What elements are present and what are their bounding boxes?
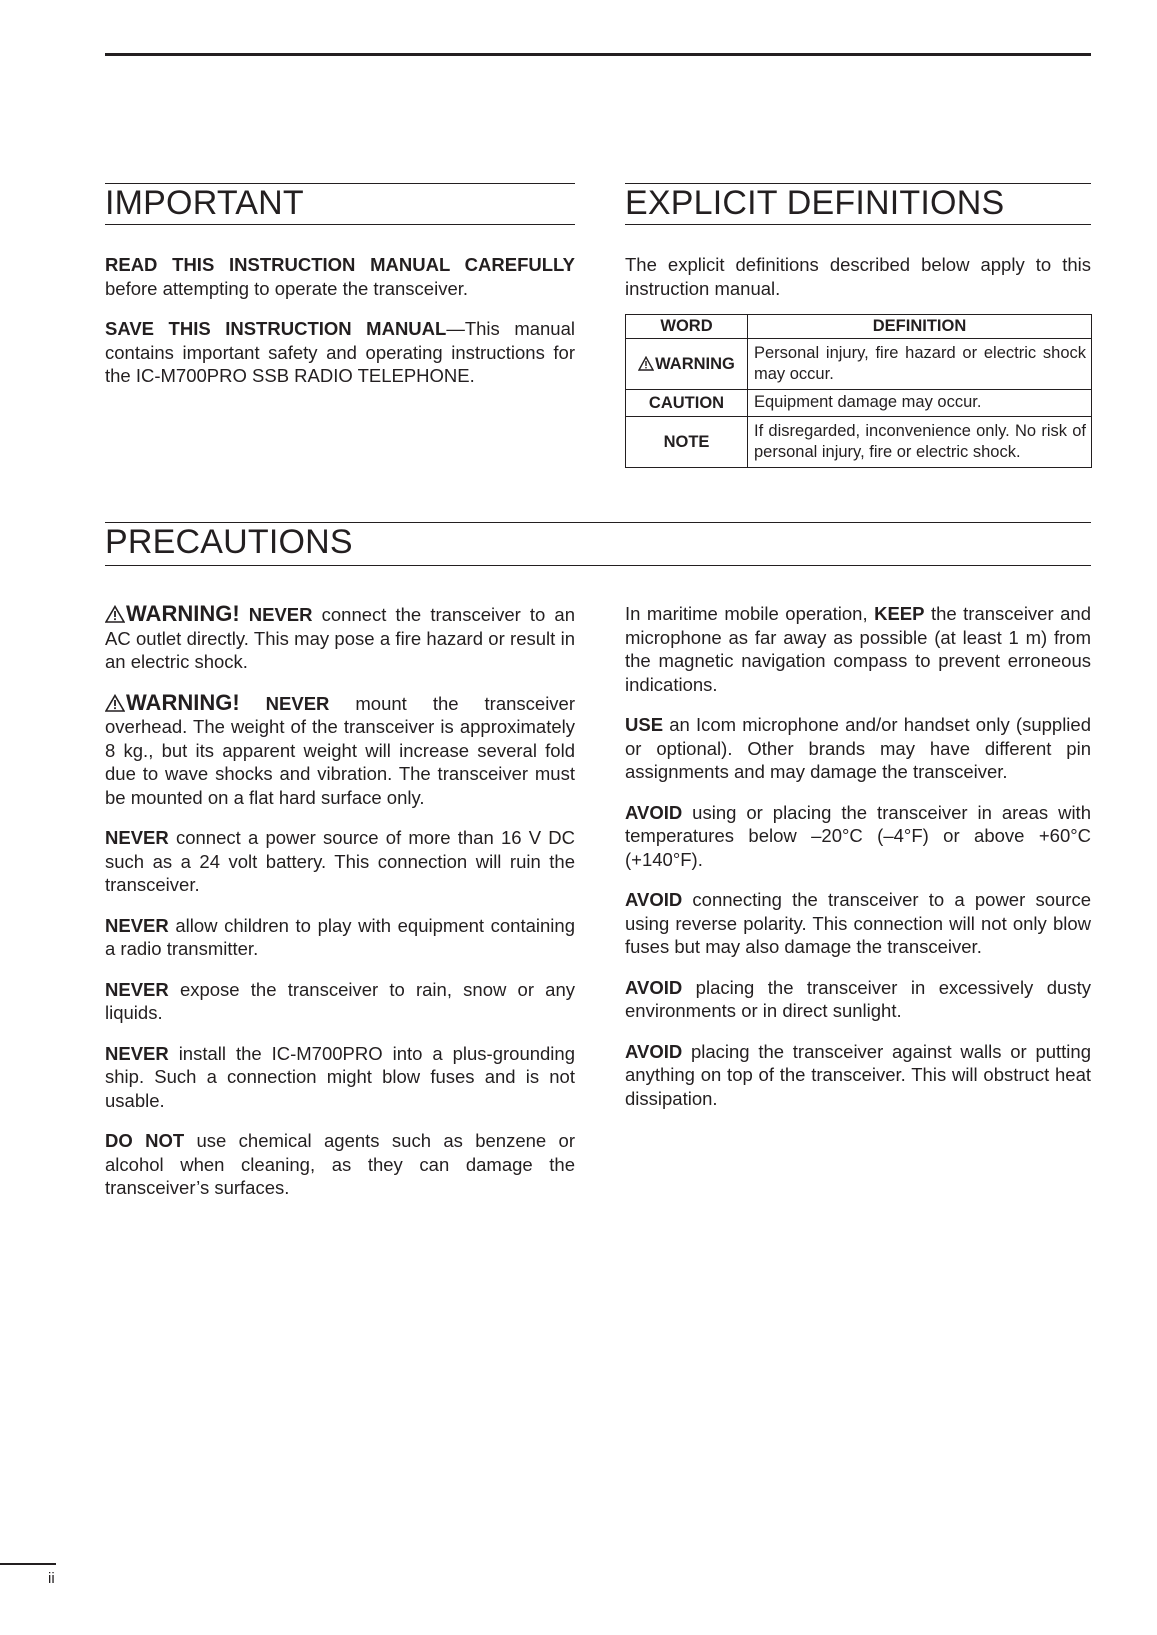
important-p1-text: before attempting to operate the transceiver.: [105, 277, 469, 299]
precaution-text: connect a power source of more than 16 V DC such as a 24 volt battery. This connection will ruin the transceiver.: [105, 827, 575, 895]
precaution-keyword: NEVER: [105, 1042, 169, 1064]
precaution-keyword: AVOID: [625, 976, 683, 998]
precaution-text: using or placing the transceiver in areas with temperatures below –20°C (–4°F) or above +60°C (+140°F).: [625, 801, 1091, 870]
definitions-table: [625, 314, 1092, 468]
definition-caution: Equipment damage may occur.: [748, 390, 1092, 417]
precaution-text: placing the transceiver against walls or putting anything on top of the transceiver. This will obstruct heat dissipation.: [625, 1040, 1091, 1109]
precaution-text: use chemical agents such as benzene or alcohol when cleaning, as they can damage the transceiver’s surfaces.: [105, 1130, 575, 1198]
word-warning: WARNING: [655, 354, 735, 373]
warning-triangle-icon: [638, 356, 654, 371]
precaution-item: [105, 1129, 575, 1200]
precaution-text: install the IC-M700PRO into a plus-grounding ship. Such a connection might blow fuses and is not usable.: [105, 1042, 575, 1111]
table-header-row: [626, 315, 1092, 339]
precaution-item: [105, 1042, 575, 1113]
warning-triangle-icon: [105, 694, 125, 712]
precaution-keyword: DO NOT: [105, 1130, 185, 1151]
precaution-keyword: NEVER: [105, 978, 169, 1000]
precaution-item: [105, 914, 575, 961]
precaution-item: [105, 826, 575, 897]
precaution-item: [105, 691, 575, 810]
precaution-pre-text: In maritime mobile operation,: [625, 603, 875, 624]
important-paragraph-2: [105, 317, 575, 388]
precaution-keyword: AVOID: [625, 1040, 683, 1062]
important-section: [105, 253, 575, 405]
precaution-keyword: KEEP: [874, 603, 925, 624]
precaution-item: [105, 602, 575, 674]
precaution-keyword: NEVER: [265, 692, 330, 714]
precaution-item: [625, 602, 1091, 696]
important-p1-bold: READ THIS INSTRUCTION MANUAL CAREFULLY: [105, 254, 575, 275]
definition-warning: Personal injury, fire hazard or electric shock may occur.: [748, 339, 1092, 390]
precaution-text: connecting the transceiver to a power source using reverse polarity. This connection will not only blow fuses but may also damage the transceiver.: [625, 889, 1091, 957]
precaution-item: [625, 888, 1091, 959]
table-row: [626, 339, 1092, 390]
table-row: [626, 390, 1092, 417]
precautions-left-column: [105, 602, 575, 1217]
definitions-intro: [625, 253, 1091, 317]
table-header-word: WORD: [626, 315, 748, 339]
important-paragraph-1: [105, 253, 575, 300]
precaution-text: mount the transceiver overhead. The weight of the transceiver is approximately 8 kg., but its apparent weight will increase several fold due to wave shocks and vibration. The transceiver must be mounted on a flat hard surface only.: [105, 692, 576, 808]
precaution-keyword: AVOID: [625, 801, 683, 823]
precaution-keyword: NEVER: [248, 604, 313, 625]
precautions-right-column: [625, 602, 1091, 1127]
precaution-item: [625, 976, 1091, 1023]
precaution-text: connect the transceiver to an AC outlet directly. This may pose a fire hazard or result in an electric shock.: [105, 604, 576, 672]
page-number: ii: [48, 1570, 55, 1587]
precautions-heading: PRECAUTIONS: [105, 522, 1091, 566]
word-note: NOTE: [626, 417, 748, 468]
table-word-cell: [626, 339, 748, 390]
definition-note: If disregarded, inconvenience only. No risk of personal injury, fire or electric shock.: [748, 417, 1092, 468]
precaution-item: [625, 801, 1091, 872]
precaution-keyword: NEVER: [105, 914, 169, 936]
word-caution: CAUTION: [626, 390, 748, 417]
precaution-item: [625, 1040, 1091, 1111]
definitions-intro-text: The explicit definitions described below apply to this instruction manual.: [625, 254, 1091, 299]
table-header-definition: DEFINITION: [748, 315, 1092, 339]
precaution-item: [105, 978, 575, 1025]
precaution-text: the transceiver and microphone as far away as possible (at least 1 m) from the magnetic navigation compass to prevent erroneous indications.: [625, 603, 1091, 695]
top-rule: [105, 53, 1091, 56]
precaution-text: placing the transceiver in excessively dusty environments or in direct sunlight.: [625, 976, 1091, 1021]
important-p2-text: —This manual contains important safety and operating instructions for the IC-M700PRO SSB RADIO TELEPHONE.: [105, 318, 575, 386]
table-row: [626, 417, 1092, 468]
warning-label: WARNING!: [126, 601, 240, 626]
definitions-heading: EXPLICIT DEFINITIONS: [625, 183, 1091, 225]
precaution-text: allow children to play with equipment containing a radio transmitter.: [105, 914, 575, 959]
precaution-keyword: USE: [625, 714, 664, 735]
warning-triangle-icon: [105, 605, 125, 623]
warning-label: WARNING!: [126, 689, 240, 715]
precaution-text: expose the transceiver to rain, snow or any liquids.: [105, 978, 575, 1023]
important-heading: IMPORTANT: [105, 183, 575, 225]
precaution-keyword: AVOID: [625, 889, 683, 910]
precaution-item: [625, 713, 1091, 784]
precaution-keyword: NEVER: [105, 827, 169, 848]
precaution-text: an Icom microphone and/or handset only (supplied or optional). Other brands may have different pin assignments and may damage the transceiver.: [625, 714, 1091, 782]
important-p2-bold: SAVE THIS INSTRUCTION MANUAL: [105, 318, 447, 339]
footer-rule: [0, 1563, 56, 1565]
